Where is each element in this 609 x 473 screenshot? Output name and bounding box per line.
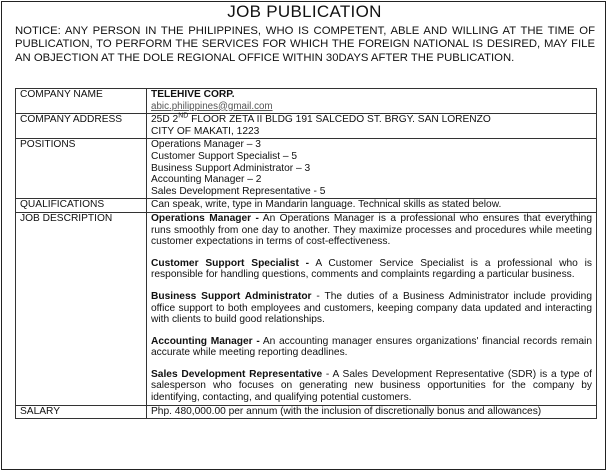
job-description-item: Customer Support Specialist - A Customer Service Specialist is a professional who is responsible for handling questions, comments and complaints regarding a particular business. [151,257,592,281]
job-description-item: Sales Development Representative - A Sales Development Representative (SDR) is a type of salesperson who focuses on generating new business opportunities for the company by identifying, contacting, and qualifying potential customers. [151,368,592,404]
company-address-value: 25D 2ND FLOOR ZETA II BLDG 191 SALCEDO ST. BRGY. SAN LORENZO CITY OF MAKATI, 1223 [147,114,597,139]
job-details-table [15,88,597,419]
positions-list [147,139,597,199]
company-name-value [147,89,597,114]
company-name-label: COMPANY NAME [16,89,147,114]
page-title: JOB PUBLICATION [227,2,382,21]
position-item: Operations Manager – 3 [151,139,261,151]
qualifications-label: QUALIFICATIONS [16,199,147,213]
salary-row [16,405,597,419]
position-item: Sales Development Representative - 5 [151,185,326,197]
company-address-label: COMPANY ADDRESS [16,114,147,139]
job-description-row [16,212,597,405]
position-item: Accounting Manager – 2 [151,174,262,186]
job-description-item: Business Support Administrator - The duties of a Business Administrator include providing office support to both employees and customers, keeping company data updated and interacting with clients to build good relationships. [151,290,592,326]
company-email-link[interactable]: abic.philippines@gmail.com [151,100,273,112]
salary-label: SALARY [16,405,147,419]
position-item: Business Support Administrator – 3 [151,162,311,174]
job-description-item: Accounting Manager - An accounting manager ensures organizations' financial records remain accurate while meeting reporting deadlines. [151,335,592,359]
positions-label: POSITIONS [16,139,147,199]
qualifications-value: Can speak, write, type in Mandarin language. Technical skills as stated below. [147,199,597,213]
job-description-label: JOB DESCRIPTION [16,212,147,405]
position-item: Customer Support Specialist – 5 [151,150,298,162]
qualifications-row [16,199,597,213]
job-description-value [147,212,597,405]
company-name: TELEHIVE CORP. [151,89,235,100]
company-address-row [16,114,597,139]
positions-row [16,139,597,199]
salary-value: Php. 480,000.00 per annum (with the inclusion of discretionally bonus and allowances) [147,405,597,419]
notice-text: NOTICE: ANY PERSON IN THE PHILIPPINES, WHO IS COMPETENT, ABLE AND WILLING AT THE TIME OF PUBLICATION, TO PERFORM THE SERVICES FOR WHICH THE FOREIGN NATIONAL IS DESIRED, MAY FILE AN OBJECTION AT THE DOLE REGIONAL OFFICE WITHIN 30DAYS AFTER THE PUBLICATION. [15,25,595,64]
company-name-row [16,89,597,114]
job-description-item: Operations Manager - An Operations Manager is a professional who ensures that everything runs smoothly from one day to another. They maximize processes and procedures while meeting customer expectations in terms of cost-effectiveness. [151,212,592,248]
